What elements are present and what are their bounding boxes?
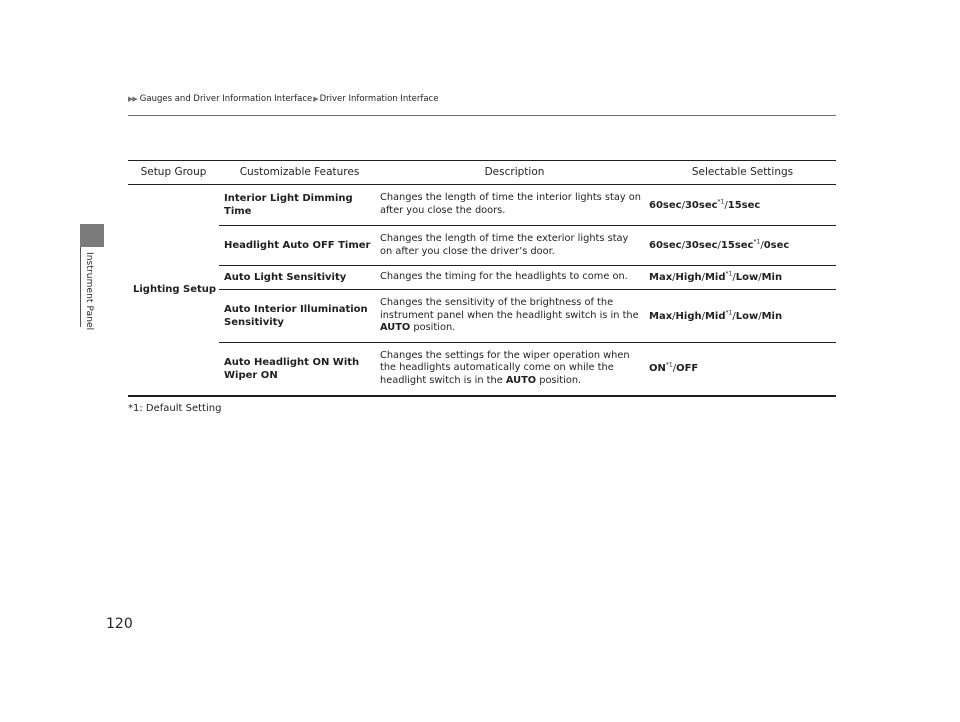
section-label: Instrument Panel (84, 252, 94, 331)
description-cell: Changes the timing for the headlights to come on. (380, 266, 649, 290)
feature-cell: Auto Interior Illumination Sensitivity (219, 290, 380, 343)
setting-option: OFF (676, 363, 699, 375)
settings-cell (649, 226, 836, 266)
description-keyword: AUTO (380, 322, 411, 334)
description-text: Changes the settings for the wiper operation when the headlights automatically come on while the headlight switch is in the (380, 349, 630, 387)
setting-option: 15sec (720, 240, 754, 251)
feature-cell: Auto Headlight ON With Wiper ON (219, 343, 380, 396)
setting-option: Min (761, 272, 783, 283)
setting-option: High (675, 272, 702, 283)
setting-option: Min (761, 310, 783, 322)
section-tab (80, 224, 104, 247)
table-row (128, 266, 836, 290)
setting-separator: / (717, 240, 721, 251)
setting-option: 30sec (684, 240, 718, 251)
description-text: position. (536, 375, 582, 387)
setting-separator: / (701, 310, 705, 322)
setting-option: 15sec (727, 199, 761, 211)
setting-option: Low (735, 310, 759, 322)
table-row (128, 185, 836, 226)
setting-option: Low (735, 272, 759, 283)
header-settings: Selectable Settings (649, 161, 836, 185)
default-marker: *1 (753, 238, 761, 246)
setting-separator: / (732, 272, 736, 283)
breadcrumb-parent[interactable]: Gauges and Driver Information Interface (139, 94, 313, 104)
setting-separator: / (758, 272, 762, 283)
table-row (128, 290, 836, 343)
table-row (128, 343, 836, 396)
setting-separator: / (701, 272, 705, 283)
header-description: Description (380, 161, 649, 185)
triangle-icon: ▶ (313, 95, 319, 103)
description-text: Changes the sensitivity of the brightness of the instrument panel when the headlight switch is in the (380, 296, 639, 321)
description-cell: Changes the length of time the interior lights stay on after you close the doors. (380, 185, 649, 226)
settings-cell (649, 185, 836, 226)
setting-option: 60sec (649, 240, 682, 251)
table-row (128, 226, 836, 266)
double-triangle-icon: ▶▶ (128, 95, 137, 103)
settings-cell (649, 343, 836, 396)
setting-separator: / (760, 240, 764, 251)
description-cell (380, 343, 649, 396)
setting-separator: / (681, 199, 685, 211)
default-marker: *1 (725, 270, 733, 278)
setting-separator: / (681, 240, 685, 251)
setting-option: 0sec (763, 240, 790, 251)
description-cell (380, 290, 649, 343)
default-marker: *1 (725, 309, 733, 317)
description-keyword: AUTO (505, 375, 537, 387)
breadcrumb (128, 94, 438, 104)
default-marker: *1 (665, 361, 673, 369)
setting-separator: / (672, 363, 677, 375)
header-setup-group: Setup Group (128, 161, 219, 185)
setting-option: ON (649, 363, 666, 375)
header-features: Customizable Features (219, 161, 380, 185)
breadcrumb-current[interactable]: Driver Information Interface (319, 94, 439, 104)
setting-option: Max (649, 310, 673, 322)
description-text: position. (410, 322, 456, 334)
feature-cell: Headlight Auto OFF Timer (219, 226, 380, 266)
setting-option: Max (649, 272, 673, 283)
setting-separator: / (758, 310, 762, 322)
setting-separator: / (732, 310, 736, 322)
default-marker: *1 (717, 198, 725, 206)
settings-table (128, 160, 836, 397)
feature-cell: Auto Light Sensitivity (219, 266, 380, 290)
description-cell: Changes the length of time the exterior lights stay on after you close the driver’s door. (380, 226, 649, 266)
setting-separator: / (672, 272, 676, 283)
footnote: *1: Default Setting (128, 403, 222, 414)
settings-cell (649, 266, 836, 290)
setting-option: Mid (704, 310, 726, 322)
header-rule (128, 115, 836, 116)
table-header-row (128, 161, 836, 185)
settings-cell (649, 290, 836, 343)
setting-option: 60sec (649, 199, 682, 211)
setting-option: Mid (704, 272, 726, 283)
feature-cell: Interior Light Dimming Time (219, 185, 380, 226)
page-number: 120 (106, 616, 133, 632)
section-rule (80, 247, 81, 327)
setup-group-cell: Lighting Setup (128, 185, 219, 396)
setting-separator: / (724, 199, 728, 211)
setting-option: High (675, 310, 702, 322)
setting-separator: / (672, 310, 676, 322)
setting-option: 30sec (684, 199, 718, 211)
